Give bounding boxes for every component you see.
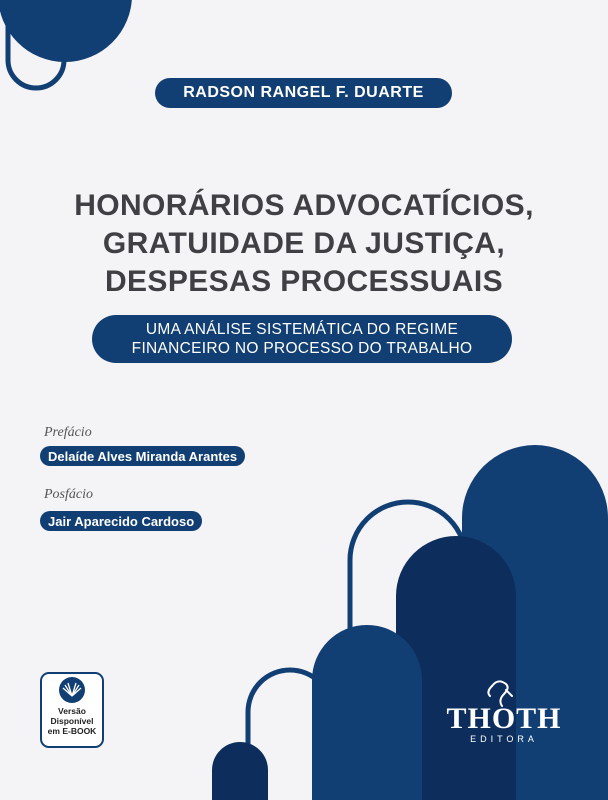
- small-dark-column: [212, 742, 268, 800]
- ebook-badge: [40, 672, 104, 748]
- afterword-label: Posfácio: [44, 487, 93, 502]
- author-name: RADSON RANGEL F. DUARTE: [155, 78, 452, 108]
- ebook-line-2: Disponível: [50, 716, 94, 726]
- book-title-line-2: GRATUIDADE DA JUSTIÇA,: [102, 227, 506, 260]
- book-title-line-1: HONORÁRIOS ADVOCATÍCIOS,: [74, 189, 534, 222]
- open-book-icon: [42, 674, 102, 706]
- afterword-author: Jair Aparecido Cardoso: [40, 511, 202, 531]
- preface-author: Delaíde Alves Miranda Arantes: [40, 446, 245, 466]
- ebook-line-1: Versão: [58, 706, 86, 716]
- left-medium-column: [312, 625, 422, 800]
- ebook-line-3: em E-BOOK: [47, 726, 97, 736]
- publisher-imprint: EDITORA: [470, 734, 538, 744]
- preface-label: Prefácio: [44, 425, 92, 440]
- subtitle-pill: [92, 315, 512, 363]
- book-title-line-3: DESPESAS PROCESSUAIS: [104, 265, 504, 298]
- subtitle-line-2: FINANCEIRO NO PROCESSO DO TRABALHO: [131, 340, 473, 357]
- publisher-name: THOTH: [446, 702, 562, 735]
- subtitle-line-1: UMA ANÁLISE SISTEMÁTICA DO REGIME: [145, 321, 459, 338]
